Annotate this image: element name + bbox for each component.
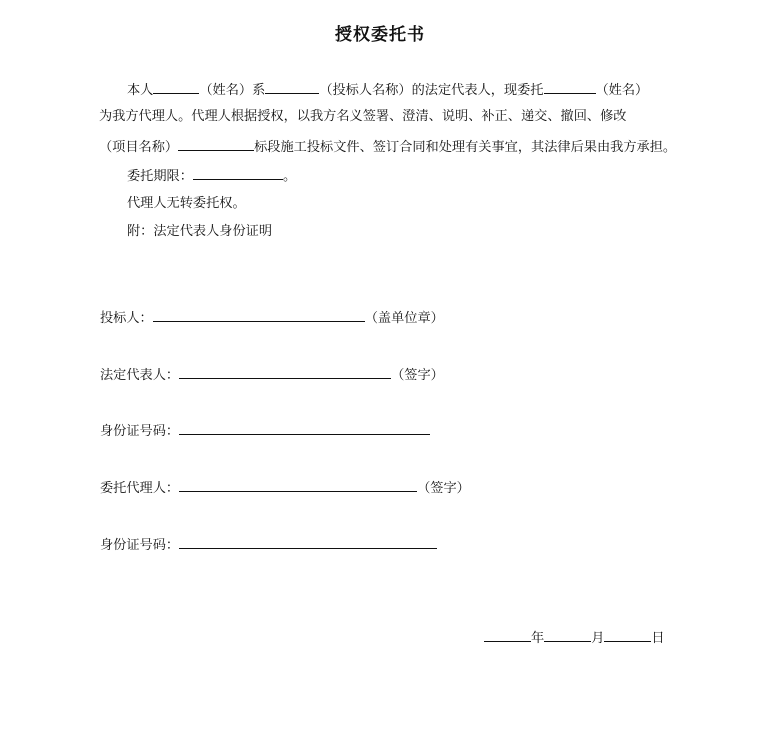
legal-rep-label: 法定代表人： [100,368,180,383]
id-number-row-2 [100,536,437,555]
project-name-text: （项目名称） [99,140,179,155]
legal-rep-suffix: （签字） [391,368,444,383]
bidder-signature-blank[interactable] [153,309,365,322]
year-label: 年 [531,631,545,646]
document-title: 授权委托书 [335,25,425,45]
day-blank[interactable] [604,628,651,642]
paragraph-line-1 [127,80,648,100]
month-label: 月 [591,631,605,646]
paragraph-line-3 [99,137,676,157]
date-row [484,628,665,648]
legal-rep-signature-blank[interactable] [179,366,391,379]
paragraph-line-2: 为我方代理人。代理人根据授权，以我方名义签署、澄清、说明、补正、递交、撤回、修改 [99,109,627,124]
legal-rep-signature-row [100,366,444,385]
bidder-blank[interactable] [265,80,319,94]
agent-suffix: （签字） [417,481,470,496]
agent-label: 委托代理人： [100,481,180,496]
name-blank-1[interactable] [153,80,199,94]
bidder-label: 投标人： [100,311,153,326]
agent-signature-blank[interactable] [179,479,417,492]
term-label: 委托期限： [127,169,193,184]
bidder-name-text: （投标人名称）的法定代表人，现委托 [319,83,544,98]
name-blank-2[interactable] [544,80,596,94]
xingming-text-2: （姓名） [595,83,649,98]
bidder-suffix: （盖单位章） [364,311,444,326]
no-delegate-line: 代理人无转委托权。 [127,196,246,211]
term-blank[interactable] [193,166,283,180]
year-blank[interactable] [484,628,531,642]
id-number-row-1 [100,422,430,441]
agent-signature-row [100,479,470,498]
project-blank[interactable] [178,137,254,151]
attachment-line: 附：法定代表人身份证明 [127,224,273,239]
id-number-blank-2[interactable] [179,536,437,549]
id-number-blank-1[interactable] [179,422,430,435]
benren-text: 本人 [127,83,154,98]
day-label: 日 [651,631,665,646]
paragraph-3-rest: 标段施工投标文件、签订合同和处理有关事宜，其法律后果由我方承担。 [254,140,677,155]
term-end: 。 [282,169,297,184]
id-label-1: 身份证号码： [100,424,180,439]
month-blank[interactable] [544,628,591,642]
bidder-signature-row [100,309,444,328]
term-line [127,166,296,186]
xingming-text-1: （姓名）系 [199,83,266,98]
id-label-2: 身份证号码： [100,538,180,553]
